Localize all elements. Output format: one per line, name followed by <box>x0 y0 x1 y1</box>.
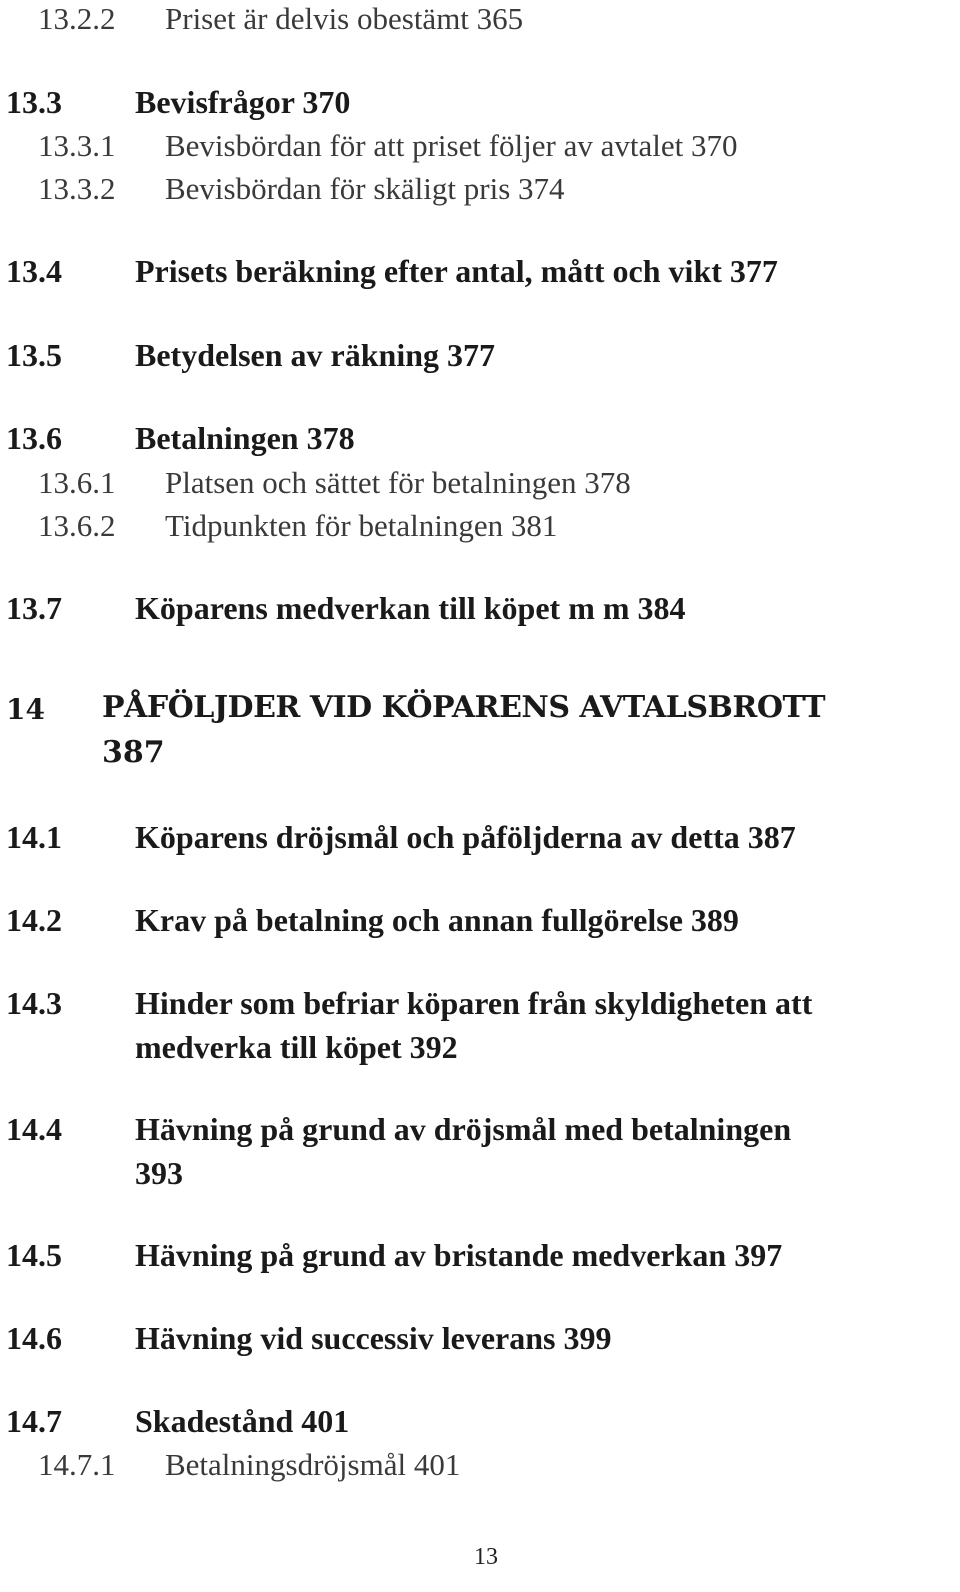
toc-entry-title: Priset är delvis obestämt 365 <box>165 1 524 36</box>
toc-entry-title: Hävning vid successiv leverans 399 <box>135 1320 612 1356</box>
toc-entry-number: 13.7 <box>6 590 62 626</box>
toc-entry-title-continued: medverka till köpet 392 <box>135 1029 458 1065</box>
toc-entry-title-continued: 393 <box>135 1155 183 1191</box>
toc-entry-number: 14.1 <box>6 819 62 855</box>
toc-entry-number: 13.3.1 <box>38 128 116 163</box>
toc-entry-number: 13.6.2 <box>38 508 116 543</box>
toc-entry-title: Bevisfrågor 370 <box>135 84 351 120</box>
toc-entry-title: Betalningsdröjsmål 401 <box>165 1447 461 1482</box>
toc-entry-number: 14.6 <box>6 1320 62 1356</box>
toc-entry-number: 13.2.2 <box>38 1 116 36</box>
toc-entry-title: Betydelsen av räkning 377 <box>135 337 496 373</box>
toc-entry-title: Köparens dröjsmål och påföljderna av detta 387 <box>135 819 796 855</box>
toc-entry-number: 14.7 <box>6 1403 62 1439</box>
toc-entry-title: Krav på betalning och annan fullgörelse 389 <box>135 902 739 938</box>
toc-entry-title: Platsen och sättet för betalningen 378 <box>165 465 631 500</box>
toc-entry-title: Skadestånd 401 <box>135 1403 350 1439</box>
page-number: 13 <box>474 1544 498 1570</box>
toc-entry-title: Tidpunkten för betalningen 381 <box>165 508 558 543</box>
toc-entry-title-continued: 387 <box>102 735 165 770</box>
toc-entry-number: 14.7.1 <box>38 1447 116 1482</box>
toc-entry-number: 14.4 <box>6 1111 62 1147</box>
toc-entry-title: Hinder som befriar köparen från skyldigheten att <box>135 985 813 1021</box>
toc-entry-number: 14.2 <box>6 902 62 938</box>
toc-entry-title: Betalningen 378 <box>135 420 355 456</box>
toc-entry-title: Hävning på grund av bristande medverkan 397 <box>135 1237 783 1273</box>
toc-entry-title: Bevisbördan för skäligt pris 374 <box>165 171 565 206</box>
toc-entry-number: 13.3.2 <box>38 171 116 206</box>
toc-entry-number: 13.3 <box>6 84 62 120</box>
toc-entry-title: PÅFÖLJDER VID KÖPARENS AVTALSBROTT <box>102 690 826 725</box>
toc-entry-title: Prisets beräkning efter antal, mått och vikt 377 <box>135 253 778 289</box>
toc-entry-number: 13.6.1 <box>38 465 116 500</box>
toc-entry-number: 14 <box>6 693 45 726</box>
toc-entry-number: 13.5 <box>6 337 62 373</box>
toc-entry-number: 13.4 <box>6 253 62 289</box>
toc-entry-title: Bevisbördan för att priset följer av avtalet 370 <box>165 128 738 163</box>
toc-entry-number: 13.6 <box>6 420 62 456</box>
toc-entry-title: Hävning på grund av dröjsmål med betalningen <box>135 1111 792 1147</box>
toc-entry-number: 14.5 <box>6 1237 62 1273</box>
toc-entry-number: 14.3 <box>6 985 62 1021</box>
toc-entry-title: Köparens medverkan till köpet m m 384 <box>135 590 686 626</box>
